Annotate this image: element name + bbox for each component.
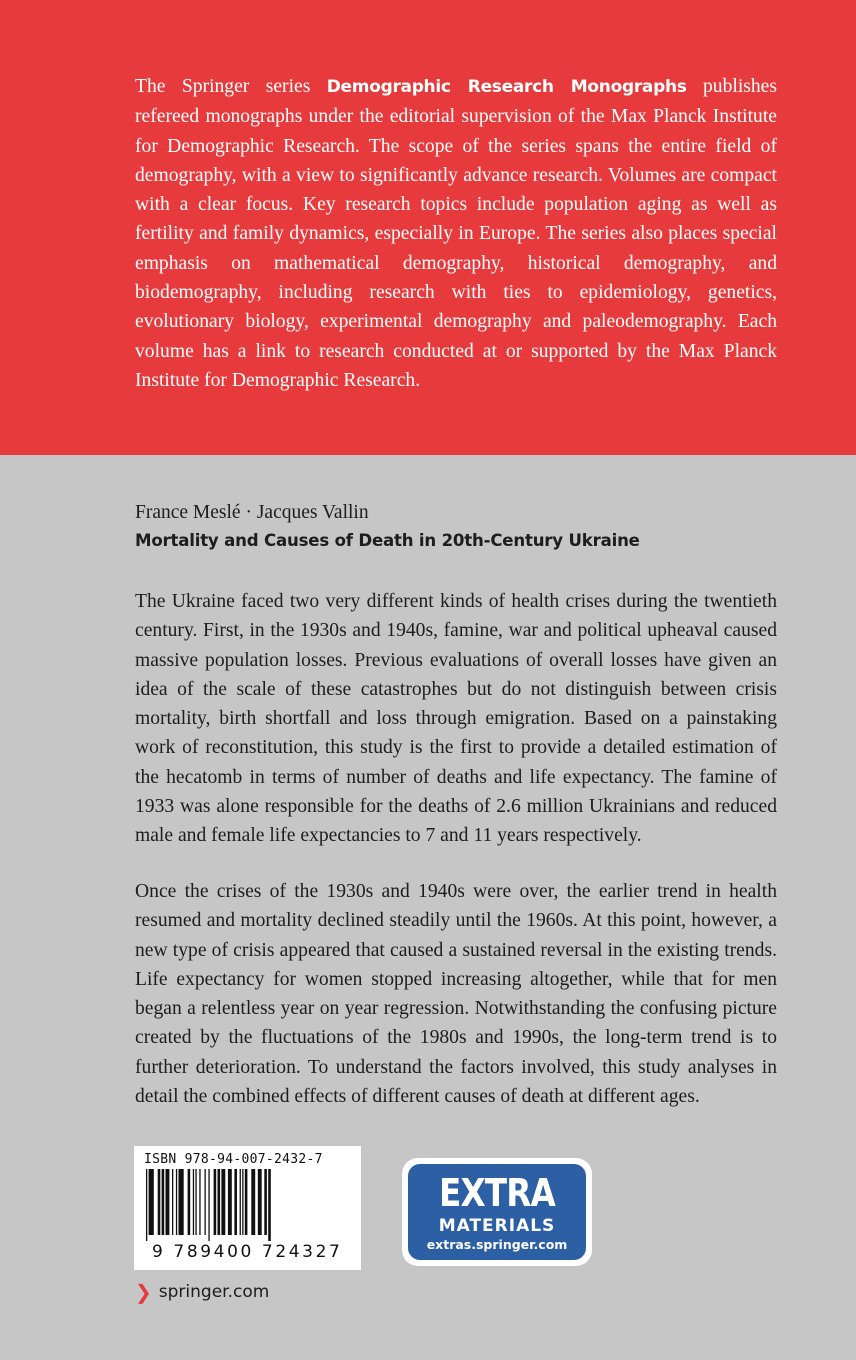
barcode-bar [199,1169,200,1235]
barcode-bar [208,1169,209,1241]
barcode-bar [166,1169,170,1235]
series-description-band [0,0,856,455]
book-authors: France Meslé · Jacques Vallin [135,502,369,523]
barcode-bar [158,1169,161,1235]
barcode-bar [172,1169,173,1235]
barcode-bar [242,1169,243,1235]
barcode-bar [268,1169,271,1241]
barcode-bar [188,1169,191,1235]
series-name: Demographic Research Monographs [326,77,687,97]
barcode-icon [142,1169,354,1241]
isbn-label: ISBN 978-94-007-2432-7 [144,1152,323,1167]
extra-materials-badge[interactable] [402,1158,592,1266]
series-intro: The Springer series [135,76,327,97]
barcode-bar [240,1169,241,1235]
series-body: publishes refereed monographs under the editorial supervision of the Max Planck Institute for Demographic Research. The scope of the series spans the entire field of demography, with a view to significantly advance research. Volumes are compact with a clear focus. Key research topics include population aging as well as fertility and family dynamics, especially in Europe. The series also places special emphasis on mathematical demography, historical demography, and biodemography, including research with ties to epidemiology, genetics, evolutionary biology, experimental demography and paleodemography. Each volume has a link to research conducted at or supported by the Max Planck Institute for Demographic Research. [135,76,778,391]
barcode-bar [179,1169,184,1235]
barcode-bar [245,1169,248,1235]
extra-subtitle: MATERIALS [438,1216,556,1236]
barcode-bar [149,1169,154,1235]
barcode-bar [251,1169,255,1235]
barcode-bar [193,1169,194,1235]
series-description [135,72,777,395]
extra-title: EXTRA [439,1171,555,1215]
barcode-bar [221,1169,225,1235]
isbn-digits: 9 789400 724327 [152,1242,343,1262]
barcode-bar [162,1169,165,1235]
barcode-bar [258,1169,262,1235]
barcode-bar [195,1169,196,1235]
barcode-bar [234,1169,237,1235]
barcode-bar [214,1169,217,1235]
barcode-bar [228,1169,232,1235]
chevron-right-icon: ❯ [135,1280,152,1304]
barcode-bar [218,1169,221,1235]
abstract-paragraph-1: The Ukraine faced two very different kinds of health crises during the twentieth century. First, in the 1930s and 1940s, famine, war and political upheaval caused massive population losses. Previous evaluations of overall losses have given an idea of the scale of these catastrophes but do not distinguish between crisis mortality, birth shortfall and loss through emigration. Based on a painstaking work of reconstitution, this study is the first to provide a detailed estimation of the hecatomb in terms of number of deaths and life expectancy. The famine of 1933 was alone responsible for the deaths of 2.6 million Ukrainians and reduced male and female life expectancies to 7 and 11 years respectively. [135,591,777,847]
springer-link-label: springer.com [158,1282,270,1302]
isbn-barcode [134,1146,361,1270]
abstract-paragraph-2: Once the crises of the 1930s and 1940s were over, the earlier trend in health resumed and mortality declined steadily until the 1960s. At this point, however, a new type of crisis appeared that caused a sustained reversal in the existing trends. Life expectancy for women stopped increasing altogether, while that for men began a relentless year on year regression. Notwithstanding the confusing picture created by the fluctuations of the 1980s and 1990s, the long-term trend is to further deterioration. To understand the factors involved, this study analyses in detail the combined effects of different causes of death at different ages. [135,881,777,1108]
barcode-bar [176,1169,177,1235]
extra-url: extras.springer.com [426,1237,568,1252]
barcode-bar [146,1169,147,1241]
barcode-bar [205,1169,206,1235]
book-title: Mortality and Causes of Death in 20th-Century Ukraine [135,531,640,550]
springer-link[interactable] [135,1282,269,1302]
barcode-bar [264,1169,267,1235]
extra-materials-panel [408,1164,586,1260]
